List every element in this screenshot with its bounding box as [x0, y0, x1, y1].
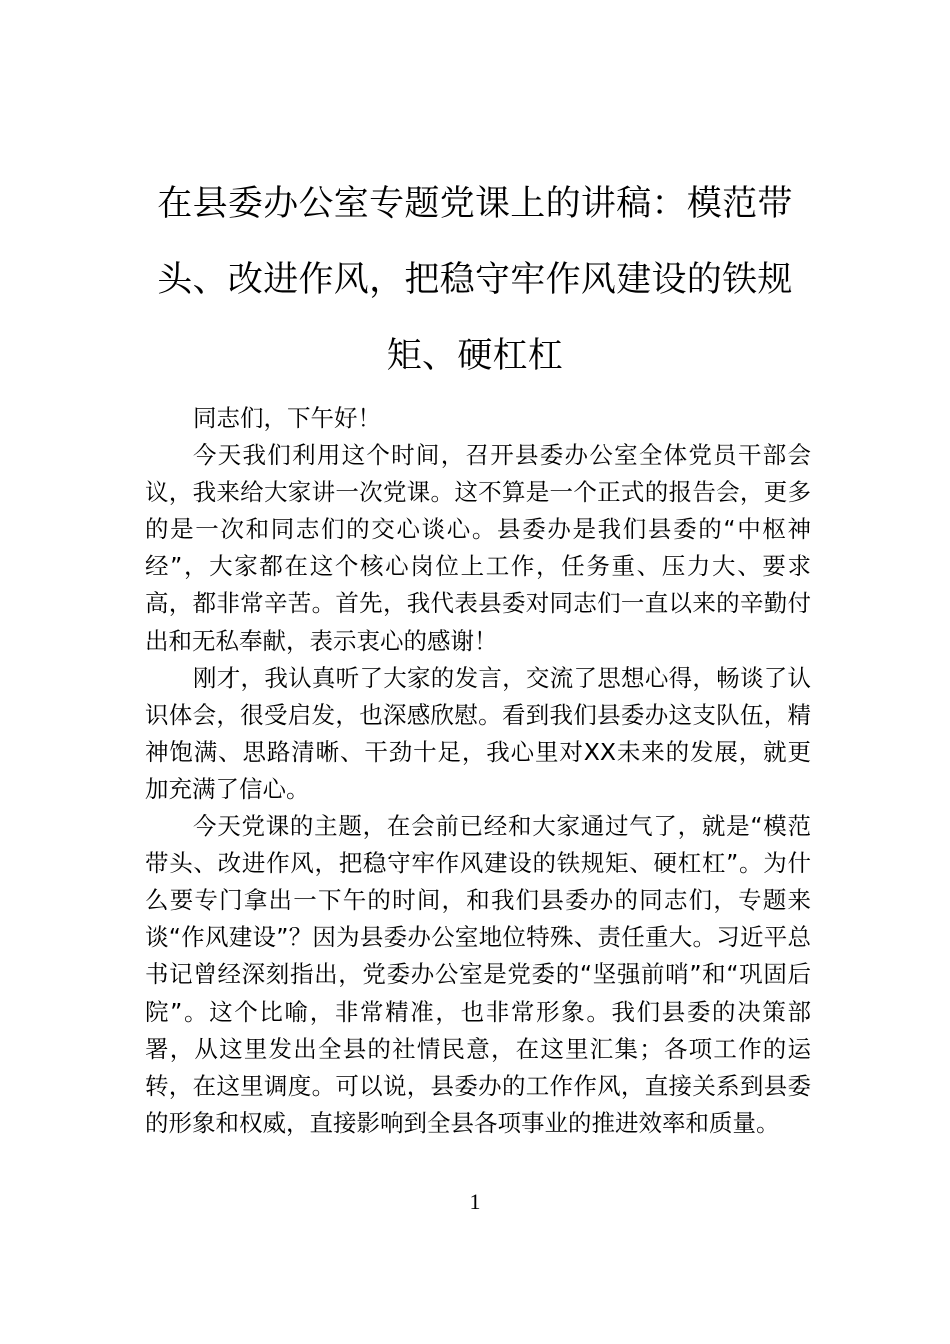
- paragraph-reflection: 刚才，我认真听了大家的发言，交流了思想心得，畅谈了认识体会，很受启发，也深感欣慰。看到我们县委办这支队伍，精神饱满、思路清晰、干劲十足，我心里对XX未来的发展，就更加充满了信心。: [145, 663, 811, 803]
- page-number: 1: [469, 1189, 481, 1214]
- paragraph-greeting: 同志们，下午好！: [193, 404, 381, 432]
- paragraph-theme: 今天党课的主题，在会前已经和大家通过气了，就是“模范带头、改进作风，把稳守牢作风建设的铁规矩、硬杠杠”。为什么要专门拿出一下午的时间，和我们县委办的同志们，专题来谈“作风建设”？因为县委办公室地位特殊、责任重大。习近平总书记曾经深刻指出，党委办公室是党委的“坚强前哨”和“巩固后院”。这个比喻，非常精准，也非常形象。我们县委的决策部署，从这里发出全县的社情民意，在这里汇集；各项工作的运转，在这里调度。可以说，县委办的工作作风，直接关系到县委的形象和权威，直接影响到全县各项事业的推进效率和质量。: [145, 812, 811, 1137]
- paragraph-introduction: 今天我们利用这个时间，召开县委办公室全体党员干部会议，我来给大家讲一次党课。这不算是一个正式的报告会，更多的是一次和同志们的交心谈心。县委办是我们县委的“中枢神经”，大家都在这个核心岗位上工作，任务重、压力大、要求高，都非常辛苦。首先，我代表县委对同志们一直以来的辛勤付出和无私奉献，表示衷心的感谢！: [145, 441, 811, 655]
- document-title: 在县委办公室专题党课上的讲稿：模范带头、改进作风，把稳守牢作风建设的铁规矩、硬杠杠: [157, 184, 793, 376]
- document-body: [145, 400, 811, 1142]
